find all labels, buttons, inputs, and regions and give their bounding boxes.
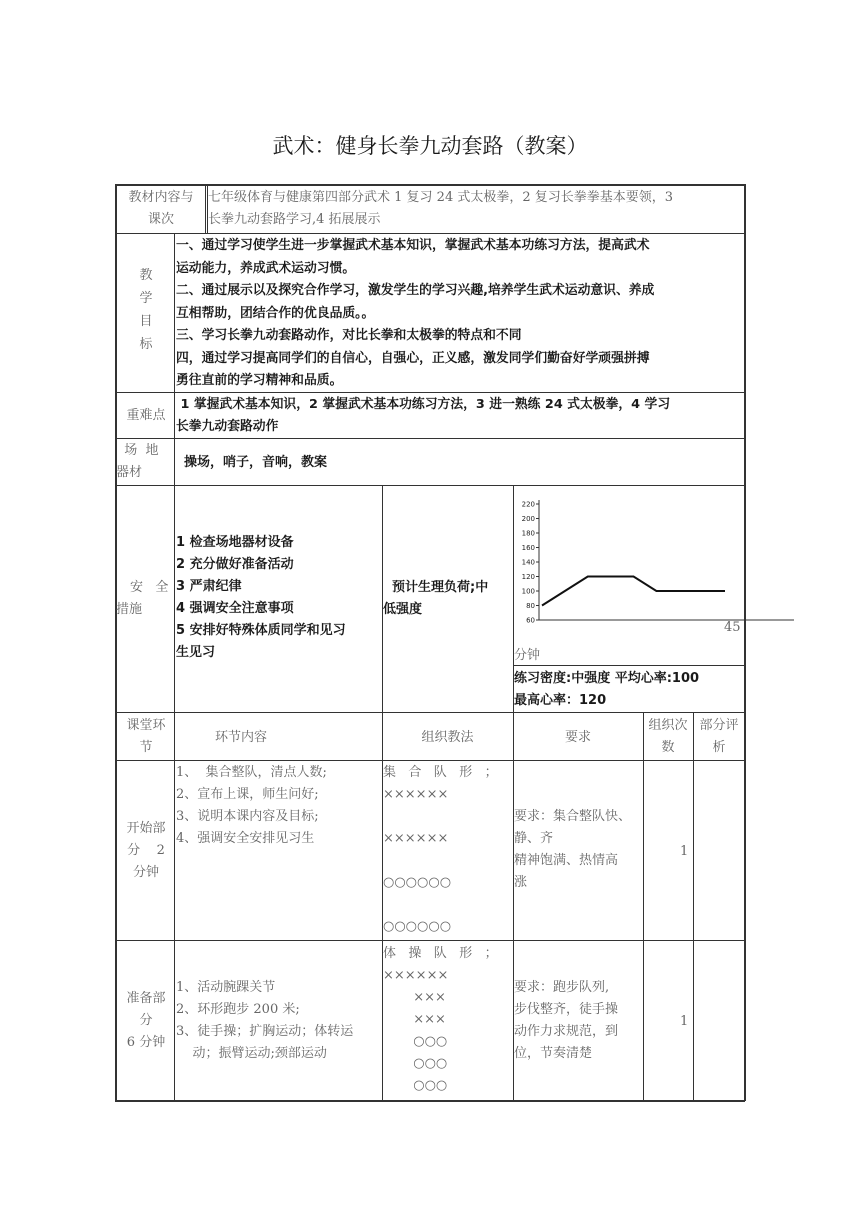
table-rule (115, 712, 745, 713)
chart-note: 45 (724, 620, 741, 635)
chart-x-label: 分钟 (514, 648, 541, 663)
material-label (116, 187, 206, 231)
table-rule (115, 184, 745, 186)
formation-line: ××× (343, 1012, 446, 1027)
page-title: 武术：健身长拳九动套路（教案） (272, 134, 588, 158)
header-analysis-line2: 析 (712, 740, 726, 755)
header-analysis-line1: 部分评 (699, 718, 739, 733)
safety-label-line1: 安 全 (130, 580, 169, 595)
start-item: 1、 集合整队，清点人数; (176, 765, 327, 780)
formation-line: ○○○○○○ (383, 875, 452, 890)
start-requirements (514, 806, 644, 894)
objective-line: 四，通过学习提高同学们的自信心，自强心，正义感，激发同学们勤奋好学顽强拼搏 (176, 350, 650, 366)
material-content-line1: 七年级体育与健康第四部分武术 1 复习 24 式太极拳，2 复习长拳拳基本要领，3 (208, 190, 674, 205)
objective-line: 勇往直前的学习精神和品质。 (176, 373, 343, 388)
safety-measure-item: 5 安排好特殊体质同学和见习 (176, 623, 346, 638)
y-tick-label: 100 (521, 587, 535, 596)
safety-label-line2: 措施 (116, 602, 143, 617)
formation-line (383, 894, 513, 916)
objectives-label-char1: 教 (139, 268, 153, 283)
header-requirement: 要求 (564, 730, 591, 745)
start-section-line2: 分 2 (127, 843, 165, 858)
material-label-line1: 教材内容与 (128, 190, 194, 205)
y-tick-label: 120 (521, 573, 535, 581)
safety-measures (176, 532, 381, 664)
header-content: 环节内容 (214, 730, 267, 745)
y-tick-label: 160 (521, 544, 535, 552)
header-analysis (693, 715, 745, 759)
table-rule (115, 760, 745, 761)
requirement-line: 步伐整齐，徒手操 (514, 1002, 619, 1017)
formation-line (383, 806, 513, 828)
objectives-label-char4: 标 (139, 337, 153, 352)
header-section-line1: 课堂环 (126, 718, 166, 733)
prep-section-line3: 6 分钟 (126, 1035, 166, 1050)
objective-line: 运动能力，养成武术运动习惯。 (176, 260, 356, 276)
start-section-line3: 分钟 (132, 865, 159, 880)
y-tick-label: 140 (521, 558, 535, 567)
prep-formation (343, 943, 513, 1097)
y-tick-label: 80 (526, 602, 535, 610)
formation-line: ×××××× (383, 831, 449, 846)
objective-line: 二、通过展示以及探究合作学习，激发学生的学习兴趣,培养学生武术运动意识、养成 (176, 283, 655, 298)
venue-label-line2: 器材 (116, 465, 143, 480)
start-items (176, 762, 382, 850)
requirement-line: 动作力求规范，到 (514, 1024, 619, 1039)
table-rule (174, 233, 175, 1100)
material-content (208, 187, 748, 231)
formation-line: ×××××× (383, 968, 449, 983)
formation-line (383, 850, 513, 872)
table-rule (115, 485, 745, 486)
prep-section-label (116, 988, 176, 1054)
key-points-line2: 长拳九动套路动作 (176, 419, 279, 434)
objective-line: 互相帮助，团结合作的优良品质。。 (176, 305, 375, 321)
requirement-line: 位，节奏清楚 (514, 1046, 593, 1061)
requirement-line: 涨 (514, 875, 528, 890)
safety-measure-item: 4 强调安全注意事项 (176, 601, 294, 616)
prep-item: 1、活动腕踝关节 (176, 980, 276, 995)
start-formation (383, 762, 513, 938)
safety-measure-item: 2 充分做好准备活动 (176, 557, 294, 572)
formation-line: ○○○ (343, 1056, 448, 1071)
start-item: 2、宣布上课，师生问好; (176, 787, 319, 802)
prep-section-line1: 准备部 (126, 991, 166, 1006)
load-line2: 低强度 (383, 602, 423, 617)
y-tick-label: 60 (526, 616, 535, 625)
key-points-line1: 1 掌握武术基本知识，2 掌握武术基本功练习方法，3 进一熟练 24 式太极拳，4 学习 (176, 397, 671, 412)
objective-line: 三、学习长拳九动套路动作，对比长拳和太极拳的特点和不同 (176, 328, 522, 343)
start-count: 1 (680, 844, 689, 859)
start-item: 3、说明本课内容及目标; (176, 809, 319, 824)
safety-measure-item: 3 严肃纪律 (176, 579, 242, 594)
start-section-line1: 开始部 (126, 821, 166, 836)
header-count-line2: 数 (661, 740, 675, 755)
material-content-line2: 长拳九动套路学习,4 拓展展示 (208, 212, 381, 227)
venue-label (116, 440, 176, 484)
header-section-line2: 节 (139, 740, 153, 755)
safety-measure-item: 1 检查场地器材设备 (176, 535, 294, 550)
objectives-label-char2: 学 (139, 291, 153, 306)
requirement-line: 要求：集合整队快、 (514, 809, 632, 824)
key-points-content (176, 394, 746, 438)
formation-line: ○○○ (343, 1078, 448, 1093)
prep-section-line2: 分 (139, 1013, 153, 1028)
y-tick-label: 220 (521, 500, 535, 509)
start-section-label (116, 818, 176, 884)
formation-line: 集 合 队 形 ； (383, 765, 498, 780)
objectives-label-char3: 目 (139, 314, 153, 329)
objective-line: 一、通过学习使学生进一步掌握武术基本知识，掌握武术基本功练习方法，提高武术 (176, 238, 650, 253)
prep-count: 1 (680, 1014, 689, 1029)
table-rule (115, 438, 745, 439)
header-method: 组织教法 (421, 730, 474, 745)
safety-measure-item: 生见习 (176, 645, 216, 660)
formation-line: ○○○ (343, 1034, 448, 1049)
table-rule (115, 1100, 745, 1102)
material-label-line2: 课次 (147, 212, 174, 227)
start-item: 4、强调安全安排见习生 (176, 831, 315, 846)
formation-line: 体 操 队 形 ； (383, 946, 498, 961)
objectives-content (176, 235, 746, 393)
heart-rate-line (542, 577, 725, 606)
table-rule (115, 233, 745, 234)
header-section (116, 715, 176, 759)
practice-density (514, 668, 754, 712)
prep-item: 3、徒手操；扩胸运动；体转运 (176, 1024, 354, 1039)
load-line1: 预计生理负荷;中 (383, 580, 489, 595)
table-rule (115, 940, 745, 941)
key-points-label: 重难点 (126, 408, 166, 423)
prep-item: 2、环形跑步 200 米; (176, 1002, 300, 1017)
objectives-label (116, 264, 176, 356)
heart-rate-chart (512, 496, 752, 646)
density-line: 练习密度:中强度 平均心率:100 (514, 671, 700, 686)
header-count-line1: 组织次 (648, 718, 688, 733)
requirement-line: 静、齐 (514, 831, 554, 846)
venue-label-line1: 场 地 (116, 443, 159, 458)
max-heart-rate: 最高心率：120 (514, 693, 607, 708)
y-tick-label: 180 (521, 529, 535, 538)
header-count (643, 715, 693, 759)
physiological-load (383, 577, 513, 621)
formation-line: ○○○○○○ (383, 919, 452, 934)
formation-line: ×××××× (383, 787, 449, 802)
table-rule (693, 712, 694, 1100)
formation-line: ××× (343, 990, 446, 1005)
safety-label (116, 577, 176, 621)
prep-item: 动；振臂运动;颈部运动 (176, 1046, 327, 1061)
requirement-line: 要求：跑步队列, (514, 980, 610, 995)
venue-content: 操场，哨子，音响，教案 (184, 455, 328, 470)
requirement-line: 精神饱满、热情高 (514, 853, 619, 868)
y-tick-label: 200 (521, 515, 535, 523)
prep-requirements (514, 977, 644, 1065)
